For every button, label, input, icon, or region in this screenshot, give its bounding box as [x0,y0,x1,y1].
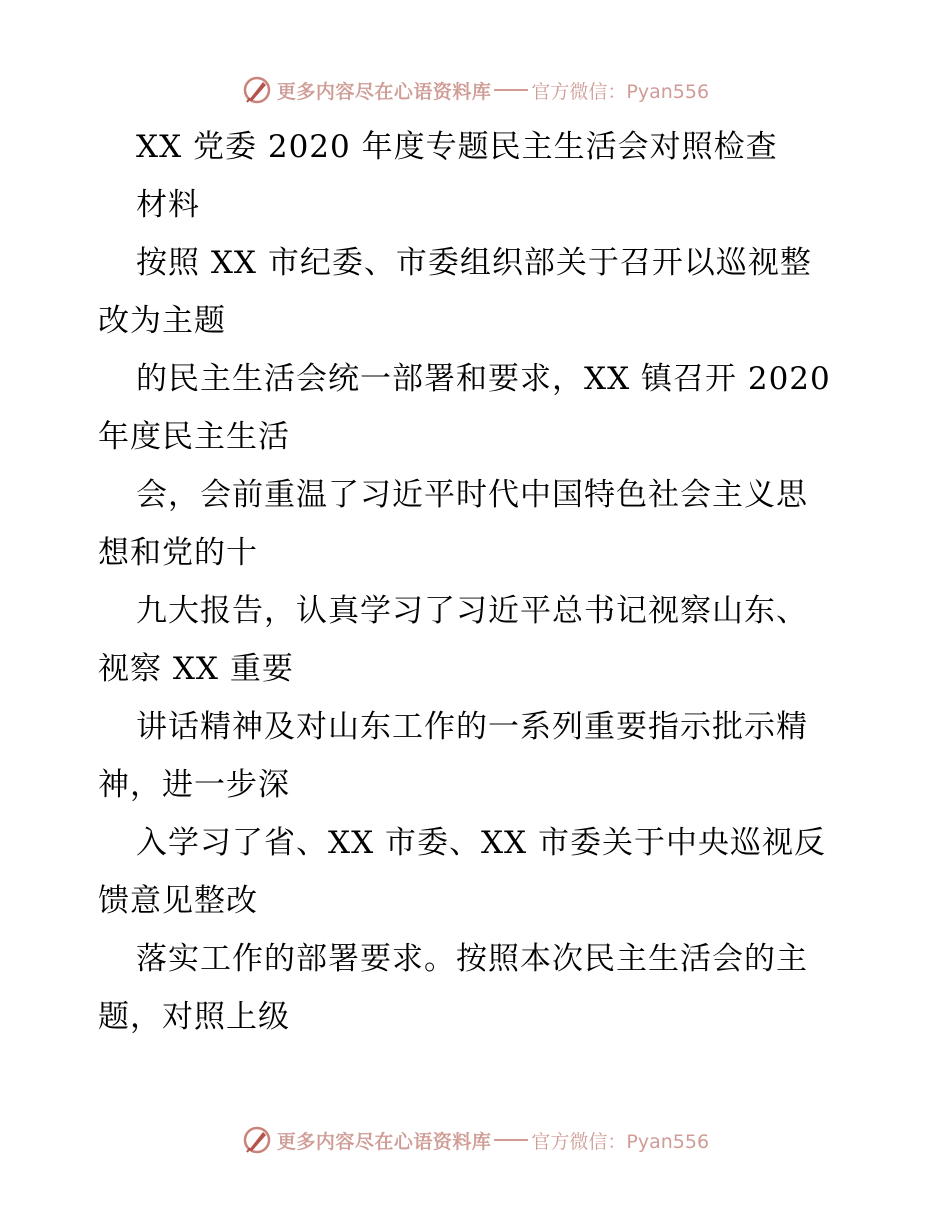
footer-wechat-text: 官方微信：Pyan556 [531,1130,710,1153]
paragraph-line: 的民主生活会统一部署和要求，XX 镇召开 2020 [136,361,831,397]
header-watermark [0,72,950,108]
header-dash-divider [494,89,528,91]
document-body [98,118,898,1046]
paragraph-line: 馈意见整改 [98,883,258,919]
paragraph-line: 题，对照上级 [98,999,290,1035]
paragraph-line: 按照 XX 市纪委、市委组织部关于召开以巡视整 [136,245,812,281]
paragraph-line: 九大报告，认真学习了习近平总书记视察山东、 [136,593,808,629]
paragraph-line: 神，进一步深 [98,767,290,803]
title-line-2: 材料 [136,187,200,223]
paragraph-line: 改为主题 [98,303,226,339]
quill-pen-logo-icon [241,1124,273,1156]
footer-site-text: 更多内容尽在心语资料库 [276,1130,492,1153]
title-line-1: XX 党委 2020 年度专题民主生活会对照检查 [136,129,778,165]
footer-dash-divider [494,1139,528,1141]
paragraph-line: 入学习了省、XX 市委、XX 市委关于中央巡视反 [136,825,826,861]
paragraph-line: 年度民主生活 [98,419,290,455]
paragraph-line: 视察 XX 重要 [98,651,294,687]
header-wechat-text: 官方微信：Pyan556 [531,80,710,103]
paragraph-line: 讲话精神及对山东工作的一系列重要指示批示精 [136,709,808,745]
footer-watermark [0,1122,950,1158]
header-site-text: 更多内容尽在心语资料库 [276,80,492,103]
paragraph-line: 落实工作的部署要求。按照本次民主生活会的主 [136,941,808,977]
paragraph-line: 想和党的十 [98,535,258,571]
quill-pen-logo-icon [241,74,273,106]
paragraph-line: 会，会前重温了习近平时代中国特色社会主义思 [136,477,808,513]
